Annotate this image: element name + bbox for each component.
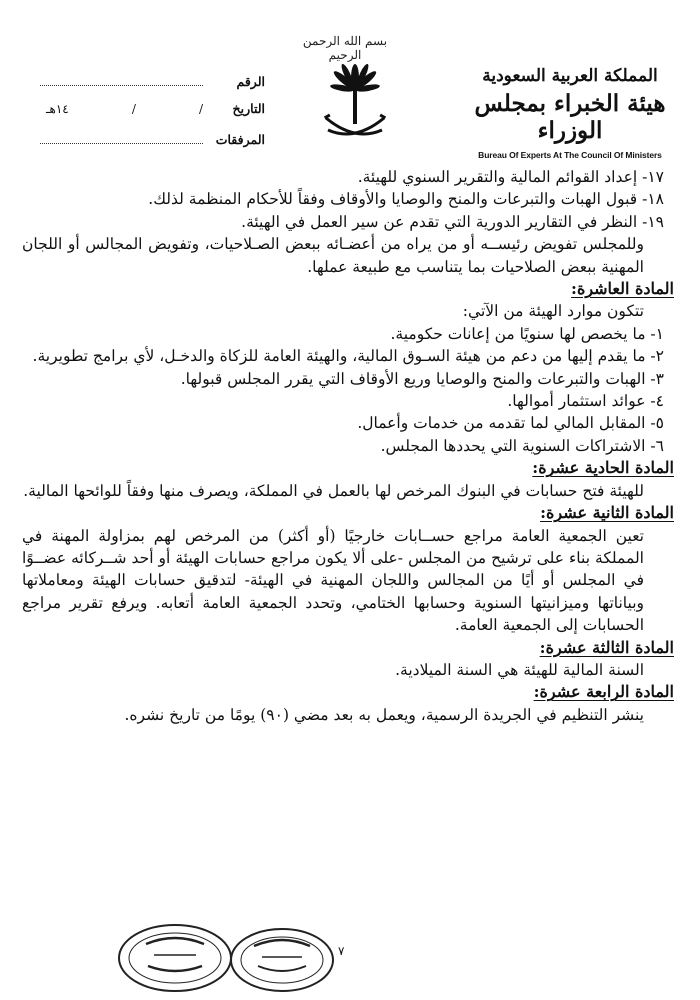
list-item: ١٧- إعداد القوائم المالية والتقرير السنوي للهيئة. <box>357 168 664 186</box>
article-12-heading: المادة الثانية عشرة: <box>540 503 674 523</box>
saudi-emblem-icon <box>320 60 390 146</box>
organization-name <box>455 66 685 160</box>
date-value <box>40 102 203 116</box>
number-field <box>40 72 265 101</box>
reference-fields <box>40 72 265 159</box>
attachments-label: المرفقات <box>215 132 265 147</box>
article-11-heading: المادة الحادية عشرة: <box>532 458 674 478</box>
list-item: ١٩- النظر في التقارير الدورية التي تقدم عن سير العمل في الهيئة. <box>241 212 664 231</box>
list-item: ٢- ما يقدم إليها من دعم من هيئة السـوق المالية، والهيئة العامة للزكاة والدخـل، لأي برامج تطويرية. <box>32 347 664 366</box>
delegation-paragraph: وللمجلس تفويض رئيســه أو من يراه من أعضـائه ببعض الصـلاحيات، وتفويض المجالس أو اللجان المهنية ببعض الصلاحيات بما يتناسب مع طبيعة عملها. <box>22 235 644 276</box>
org-name-english: Bureau Of Experts At The Council Of Ministers <box>478 150 662 160</box>
org-name-arabic-line2: هيئة الخبراء بمجلس الوزراء <box>474 90 666 144</box>
article-13-text: السنة المالية للهيئة هي السنة الميلادية. <box>395 660 644 679</box>
attachments-field <box>40 130 265 159</box>
list-item: ٣- الهبات والتبرعات والمنح والوصايا وريع الأوقاف التي يقرر المجلس قبولها. <box>180 369 664 388</box>
date-suffix: ١٤هـ <box>46 102 69 116</box>
date-sep-2: / <box>131 102 136 116</box>
article-11-text: للهيئة فتح حسابات في البنوك المرخص لها بالعمل في المملكة، ويصرف منها وفقاً للوائحها المالية. <box>23 481 644 500</box>
article-13-heading: المادة الثالثة عشرة: <box>539 637 674 657</box>
list-item: ١٨- قبول الهبات والتبرعات والمنح والوصايا والأوقاف وفقاً للأحكام المنظمة لذلك. <box>148 190 664 209</box>
list-item: ٥- المقابل المالي لما تقدمه من خدمات وأعمال. <box>357 414 664 433</box>
list-item: ٦- الاشتراكات السنوية التي يحددها المجلس. <box>380 436 664 455</box>
date-label: التاريخ <box>232 101 265 116</box>
date-sep-1: / <box>198 102 203 116</box>
number-line <box>40 72 203 86</box>
official-stamp-icon <box>116 922 234 994</box>
article-10-heading: المادة العاشرة: <box>571 279 674 299</box>
basmala: بسم الله الرحمن الرحيم <box>302 34 388 62</box>
article-12-text: تعين الجمعية العامة مراجع حســابات خارجيًا (أو أكثر) من المرخص لهم بمزاولة المهنة في المملكة بناء على ترشيح من المجلس -على ألا يكون مراجع حسابات الهيئة أو أحد شــركائه عضــوًا في المجلس أو أيًا من المجالس واللجان المهنية في الهيئة- لتدقيق حسابات الهيئة ومعاملاتها وبياناتها وميزانيتها السنوية وحسابها الختامي، وتحدد الجمعية العامة أتعابه. ويرفع تقرير مراجع الحسابات إلى الجمعية العامة. <box>22 526 644 635</box>
page-number: ٧ <box>338 944 345 958</box>
article-10-intro: تتكون موارد الهيئة من الآتي: <box>462 302 644 321</box>
article-14-heading: المادة الرابعة عشرة: <box>533 682 674 702</box>
list-item: ٤- عوائد استثمار أموالها. <box>507 392 664 411</box>
official-stamp-icon <box>228 926 336 994</box>
document-body <box>22 166 674 726</box>
org-name-arabic-line1: المملكة العربية السعودية <box>482 66 658 86</box>
attachments-line <box>40 130 203 144</box>
date-field <box>40 101 265 130</box>
article-14-text: ينشر التنظيم في الجريدة الرسمية، ويعمل به بعد مضي (٩٠) يومًا من تاريخ نشره. <box>124 705 644 724</box>
list-item: ١- ما يخصص لها سنويًا من إعانات حكومية. <box>390 324 664 343</box>
number-label: الرقم <box>236 74 265 89</box>
